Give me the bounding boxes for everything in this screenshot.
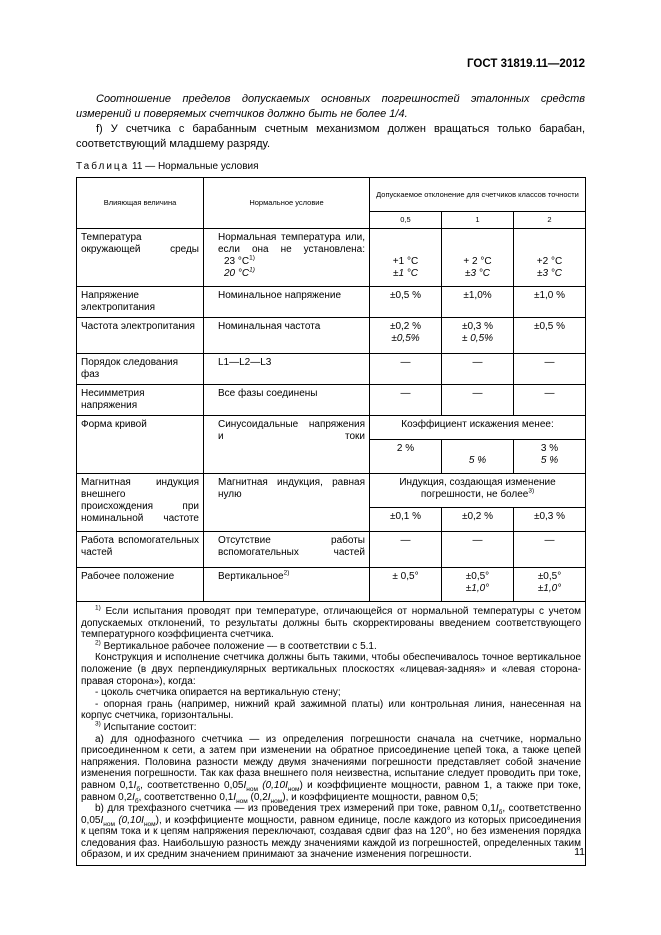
- cell-class-1: ±1,0%: [442, 287, 514, 318]
- cell-class-1: —: [442, 532, 514, 568]
- cell-condition: Вертикальное$^{2)}$: [204, 568, 370, 602]
- row-temperature: [77, 229, 586, 287]
- cell-class-05: ± 0,5°: [370, 568, 442, 602]
- cell-class-2: +2 °С ±3 °С: [514, 229, 586, 287]
- cell-condition: Синусоидальные напряжения и токи: [204, 416, 370, 474]
- cell-class-05: —: [370, 532, 442, 568]
- cell-condition: Номинальная частота: [204, 318, 370, 354]
- row-waveform: [77, 416, 586, 440]
- cell-class-1: —: [442, 385, 514, 416]
- document-code: ГОСТ 31819.11—2012: [467, 58, 585, 70]
- cell-class-05: —: [370, 385, 442, 416]
- footnote-3-single-phase: a) для однофазного счетчика — из определения погрешности сначала на счетчике, нормально присоединенном к сети, а затем при изменении на обратное присоединение цепей тока, а также цепей напряжения. Половина разности между двумя значениями погрешности представляет собой значение изменения погрешности. Так как фаза внешнего поля неизвестна, испытание следует проводить при токе, равном $0,1I_б$, соответственно $0,05I_{ном}$ $(0,10I_{ном})$ и коэффициенте мощности, равном 1, а также при токе, равном $0,2I_б$, соответственно $0,1I_{ном}$ $(0,2I_{ном})$, и коэффициенте мощности, равном 0,5;: [81, 733, 582, 805]
- footnote-2-item-2: - опорная грань (например, нижний край зажимной платы) или контрольная линия, нанесенная на корпус счетчика, горизонтальны.: [81, 698, 582, 722]
- cell-class-05: +1 °С ±1 °С: [370, 229, 442, 287]
- header-class-1: 1: [442, 212, 514, 229]
- footnote-2-item-1: - цоколь счетчика опирается на вертикальную стену;: [95, 687, 341, 699]
- footnote-3: $^{3)}$ Испытание состоит:: [95, 720, 197, 733]
- table-caption-word: Таблица: [76, 161, 130, 172]
- cell-class-1: ±0,2 %: [442, 508, 514, 532]
- cell-class-05: ±0,5 %: [370, 287, 442, 318]
- cell-name: Температура окружающей среды: [77, 229, 204, 287]
- row-phase-order: [77, 354, 586, 385]
- header-influence: Влияющая величина: [77, 178, 204, 229]
- row-aux: [77, 532, 586, 568]
- cell-induction-span: Индукция, создающая изменение погрешности, не более$^{3)}$: [370, 474, 586, 508]
- page-number: 11: [574, 846, 585, 858]
- cell-name: Частота электропитания: [77, 318, 204, 354]
- intro-paragraph-drum: f) У счетчика с барабанным счетным механизмом должен вращаться только барабан, соответствующий младшему разряду.: [76, 123, 585, 150]
- cell-class-1: + 2 °С ±3 °С: [442, 229, 514, 287]
- cell-condition: Магнитная индукция, равная нулю: [204, 474, 370, 532]
- footnote-1: $^{1)}$ Если испытания проводят при температуре, отличающейся от нормальной температуры с учетом допускаемых отклонений, то результаты должны быть скорректированы введением соответствующего температурного коэффициента счетчика.: [81, 604, 582, 641]
- cell-class-1: ±0,3 % ± 0,5%: [442, 318, 514, 354]
- cell-class-2: ±1,0 %: [514, 287, 586, 318]
- footnote-2-text: Конструкция и исполнение счетчика должны быть такими, чтобы обеспечивалось точное вертикальное положение (в двух перпендикулярных вертикальных плоскостях «лицевая-задняя» и «левая сторона-правая сторона»), когда:: [81, 652, 582, 687]
- row-frequency: [77, 318, 586, 354]
- cell-name: Порядок следования фаз: [77, 354, 204, 385]
- row-voltage: [77, 287, 586, 318]
- row-magnetic: [77, 474, 586, 508]
- cell-class-05: 2 %: [370, 440, 442, 474]
- row-position: [77, 568, 586, 602]
- cell-class-2: ±0,5 %: [514, 318, 586, 354]
- cell-condition: Номинальное напряжение: [204, 287, 370, 318]
- cell-condition: L1—L2—L3: [204, 354, 370, 385]
- cell-class-2: ±0,5° ±1,0°: [514, 568, 586, 602]
- header-class-2: 2: [514, 212, 586, 229]
- cell-distortion-span: Коэффициент искажения менее:: [370, 416, 586, 440]
- table-caption-title: 11 — Нормальные условия: [132, 161, 259, 172]
- table-footnotes: [77, 602, 586, 866]
- cell-name: Форма кривой: [77, 416, 204, 474]
- normal-conditions-table: [76, 177, 586, 866]
- cell-class-2: ±0,3 %: [514, 508, 586, 532]
- intro-text: [76, 92, 585, 152]
- row-asymmetry: [77, 385, 586, 416]
- cell-class-2: —: [514, 532, 586, 568]
- cell-class-2: 3 % 5 %: [514, 440, 586, 474]
- cell-class-1: —: [442, 354, 514, 385]
- cell-class-05: ±0,2 % ±0,5%: [370, 318, 442, 354]
- cell-name: Напряжение электропитания: [77, 287, 204, 318]
- cell-class-05: —: [370, 354, 442, 385]
- cell-class-2: —: [514, 385, 586, 416]
- cell-name: Магнитная индукция внешнего происхождения при номинальной частоте: [77, 474, 204, 532]
- header-tolerance: Допускаемое отклонение для счетчиков классов точности: [370, 178, 586, 212]
- cell-condition: Отсутствие работы вспомогательных частей: [204, 532, 370, 568]
- table-header-row: [77, 178, 586, 212]
- cell-name: Рабочее положение: [77, 568, 204, 602]
- cell-class-2: —: [514, 354, 586, 385]
- header-condition: Нормальное условие: [204, 178, 370, 229]
- cell-condition: Нормальная температура или, если она не установлена: 23 $^\circ С^{1)}$ 20 $^\circ С^{1)}$: [204, 229, 370, 287]
- cell-class-05: ±0,1 %: [370, 508, 442, 532]
- cell-class-1: 5 %: [442, 440, 514, 474]
- cell-name: Работа вспомогательных частей: [77, 532, 204, 568]
- footnote-2: $^{2)}$ Вертикальное рабочее положение — в соответствии с 5.1.: [95, 639, 377, 652]
- cell-condition: Все фазы соединены: [204, 385, 370, 416]
- header-class-05: 0,5: [370, 212, 442, 229]
- cell-name: Несимметрия напряжения: [77, 385, 204, 416]
- footnote-3-three-phase: b) для трехфазного счетчика — из проведения трех измерений при токе, равном $0,1I_б$, соответственно $0,05I_{ном}$ $(0,10I_{ном})$, и коэффициенте мощности, равном единице, после каждого из которых присоединения к цепям тока и к цепям напряжения переключают, создавая сдвиг фаз на 120°, но без изменения порядка следования фаз. Наибольшую разность между значениями каждой из погрешностей, определенных таким образом, и их средним значением принимают за значение изменения погрешности.: [81, 803, 582, 861]
- cell-class-1: ±0,5° ±1,0°: [442, 568, 514, 602]
- intro-paragraph-ratio: Соотношение пределов допускаемых основных погрешностей эталонных средств измерений и поверяемых счетчиков должно быть не более 1/4.: [76, 93, 585, 120]
- table-caption: [76, 161, 259, 172]
- row-notes: [77, 602, 586, 866]
